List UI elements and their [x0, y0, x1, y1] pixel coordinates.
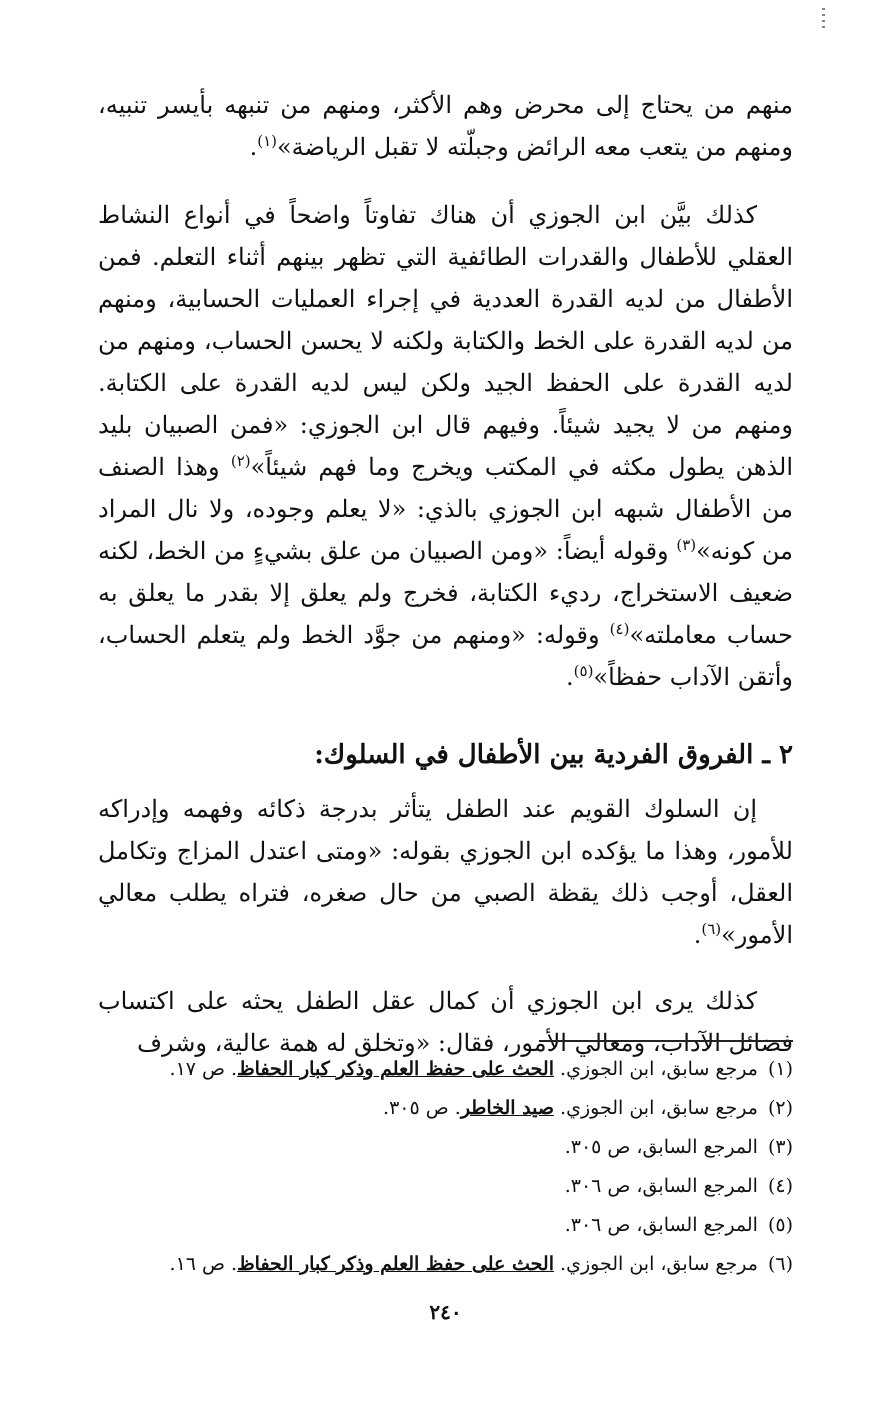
footnote-4	[60, 1167, 793, 1206]
footnote-number: (٣)	[767, 1136, 793, 1158]
footnote-ref-2: (٢)	[230, 452, 251, 470]
footnote-1	[60, 1050, 793, 1089]
paragraph-1-text: منهم من يحتاج إلى محرض وهم الأكثر، ومنهم من تنبهه بأيسر تنبيه، ومنهم من يتعب معه الرائض وجبلّته لا تقبل الرياضة»	[98, 91, 793, 161]
footnote-ref-3: (٣)	[676, 536, 697, 554]
footnote-prefix: مرجع سابق، ابن الجوزي.	[560, 1058, 758, 1080]
paragraph-4-text: كذلك يرى ابن الجوزي أن كمال عقل الطفل يحثه على اكتساب فضائل الآداب، ومعالي الأمور، فقال: «وتخلق له همة عالية، وشرف	[98, 987, 793, 1057]
footnote-5	[60, 1206, 793, 1245]
paragraph-2	[98, 194, 793, 698]
footnote-2	[60, 1089, 793, 1128]
paragraph-2-part-c: وقوله أيضاً: «ومن الصبيان من علق بشيءٍ من الخط، لكنه ضعيف الاستخراج، رديء الكتابة، فخرج ولم يعلق إلا بقدر ما يعلق به حساب معاملته»	[98, 537, 793, 649]
paragraph-3-tail: .	[693, 921, 702, 949]
footnote-3	[60, 1128, 793, 1167]
footnote-prefix: مرجع سابق، ابن الجوزي.	[560, 1253, 758, 1275]
paragraph-1	[98, 84, 793, 168]
footnote-number: (٢)	[767, 1097, 793, 1119]
paragraph-1-tail: .	[249, 133, 258, 161]
paragraph-3	[98, 788, 793, 956]
paragraph-2-part-d: وقوله: «ومنهم من جوَّد الخط ولم يتعلم الحساب، وأتقن الآداب حفظاً»	[98, 621, 793, 691]
scan-artifact	[822, 8, 825, 30]
footnote-prefix: المرجع السابق، ص ٣٠٦.	[564, 1214, 758, 1236]
footnote-6	[60, 1245, 793, 1284]
footnote-prefix: مرجع سابق، ابن الجوزي.	[560, 1097, 758, 1119]
paragraph-2-part-b: وهذا الصنف من الأطفال شبهه ابن الجوزي بالذي: «لا يعلم وجوده، ولا نال المراد من كونه»	[98, 453, 793, 565]
footnote-suffix: . ص ١٦.	[169, 1253, 238, 1275]
footnote-suffix: . ص ٣٠٥.	[383, 1097, 461, 1119]
footnotes-list	[60, 1050, 793, 1284]
paragraph-2-tail: .	[566, 663, 574, 691]
section-heading: ٢ ـ الفروق الفردية بين الأطفال في السلوك:	[314, 740, 793, 770]
footnote-number: (٦)	[767, 1253, 793, 1275]
footnote-ref-1: (١)	[257, 132, 277, 150]
footnote-prefix: المرجع السابق، ص ٣٠٥.	[564, 1136, 758, 1158]
paragraph-2-part-a: كذلك بيَّن ابن الجوزي أن هناك تفاوتاً واضحاً في أنواع النشاط العقلي للأطفال والقدرات الطائفية التي تظهر بينهم أثناء التعلم. فمن الأطفال من لديه القدرة العددية في إجراء العمليات الحسابية، ومنهم من لديه القدرة على الخط والكتابة ولكنه لا يحسن الحساب، ومنهم من لديه القدرة على الحفظ الجيد ولكن ليس لديه القدرة على الكتابة. ومنهم من لا يجيد شيئاً. وفيهم قال ابن الجوزي: «فمن الصبيان بليد الذهن يطول مكثه في المكتب ويخرج وما فهم شيئاً»	[98, 201, 793, 481]
footnote-number: (١)	[767, 1058, 793, 1080]
footnote-ref-4: (٤)	[609, 620, 630, 638]
footnote-book-title: الحث على حفظ العلم وذكر كبار الحفاظ	[237, 1253, 554, 1275]
footnote-number: (٤)	[767, 1175, 793, 1197]
footnote-prefix: المرجع السابق، ص ٣٠٦.	[564, 1175, 758, 1197]
footnote-suffix: . ص ١٧.	[169, 1058, 238, 1080]
footnote-number: (٥)	[767, 1214, 793, 1236]
footnote-ref-6: (٦)	[701, 920, 722, 938]
page-number: ٢٤٠	[429, 1300, 462, 1324]
paragraph-3-text: إن السلوك القويم عند الطفل يتأثر بدرجة ذكائه وفهمه وإدراكه للأمور، وهذا ما يؤكده ابن الجوزي بقوله: «ومتى اعتدل المزاج وتكامل العقل، أوجب ذلك يقظة الصبي من حال صغره، فتراه يطلب معالي الأمور»	[98, 795, 793, 949]
footnote-ref-5: (٥)	[573, 662, 594, 680]
footnote-separator	[539, 1040, 793, 1042]
footnote-book-title: صيد الخاطر	[460, 1097, 554, 1119]
footnote-book-title: الحث على حفظ العلم وذكر كبار الحفاظ	[237, 1058, 554, 1080]
